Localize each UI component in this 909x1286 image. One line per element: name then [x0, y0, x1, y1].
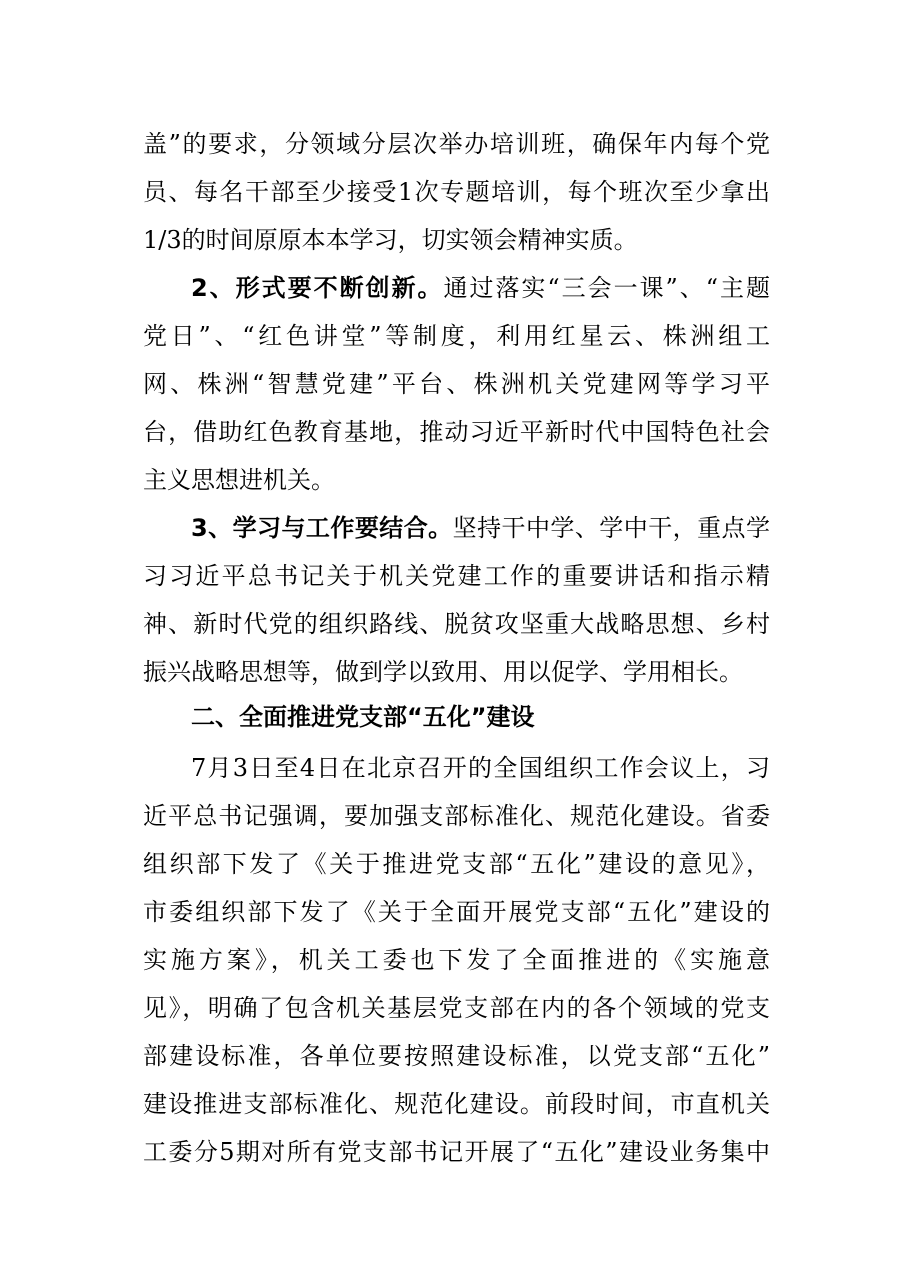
- para2-line-2: 党日”、“红色讲堂”等制度，利用红星云、株洲组工: [143, 322, 770, 350]
- para1-line-1: 盖”的要求，分领域分层次举办培训班，确保年内每个党: [143, 130, 770, 158]
- para4-line-3: 组织部下发了《关于推进党支部“五化”建设的意见》，: [143, 850, 770, 878]
- para4-line-4: 市委组织部下发了《关于全面开展党支部“五化”建设的: [143, 898, 770, 926]
- para4-line-2: 近平总书记强调，要加强支部标准化、规范化建设。省委: [143, 802, 770, 830]
- para2-line-5: 主义思想进机关。: [143, 466, 335, 494]
- para4-line-5: 实施方案》，机关工委也下发了全面推进的《实施意: [143, 946, 770, 974]
- para3-line-3: 神、新时代党的组织路线、脱贫攻坚重大战略思想、乡村: [143, 610, 770, 638]
- para4-line-1: 7月3日至4日在北京召开的全国组织工作会议上，习: [191, 754, 770, 782]
- para3-lead: 3、学习与工作要结合。: [191, 514, 453, 542]
- para3-line-1-rest: 坚持干中学、学中干，重点学: [452, 514, 770, 542]
- para2-line-3: 网、株洲“智慧党建”平台、株洲机关党建网等学习平: [143, 370, 770, 398]
- para2-line-1-rest: 通过落实“三会一课”、“主题: [443, 274, 771, 302]
- para1-line-3: 1/3的时间原原本本学习，切实领会精神实质。: [143, 226, 638, 254]
- para1-line-2: 员、每名干部至少接受1次专题培训，每个班次至少拿出: [143, 178, 770, 206]
- para4-line-6: 见》，明确了包含机关基层党支部在内的各个领域的党支: [143, 994, 770, 1022]
- para3-line-1: [191, 510, 770, 546]
- para4-line-7: 部建设标准，各单位要按照建设标准，以党支部“五化”: [143, 1042, 770, 1070]
- para3-line-2: 习习近平总书记关于机关党建工作的重要讲话和指示精: [143, 562, 770, 590]
- para2-lead: 2、形式要不断创新。: [191, 274, 444, 302]
- para2-line-4: 台，借助红色教育基地，推动习近平新时代中国特色社会: [143, 418, 770, 446]
- para4-line-8: 建设推进支部标准化、规范化建设。前段时间，市直机关: [143, 1090, 770, 1118]
- section-heading: 二、全面推进党支部“五化”建设: [191, 703, 535, 731]
- para2-line-1: [191, 270, 770, 306]
- para4-line-9: 工委分5期对所有党支部书记开展了“五化”建设业务集中: [143, 1138, 770, 1166]
- para3-line-4: 振兴战略思想等，做到学以致用、用以促学、学用相长。: [143, 658, 743, 686]
